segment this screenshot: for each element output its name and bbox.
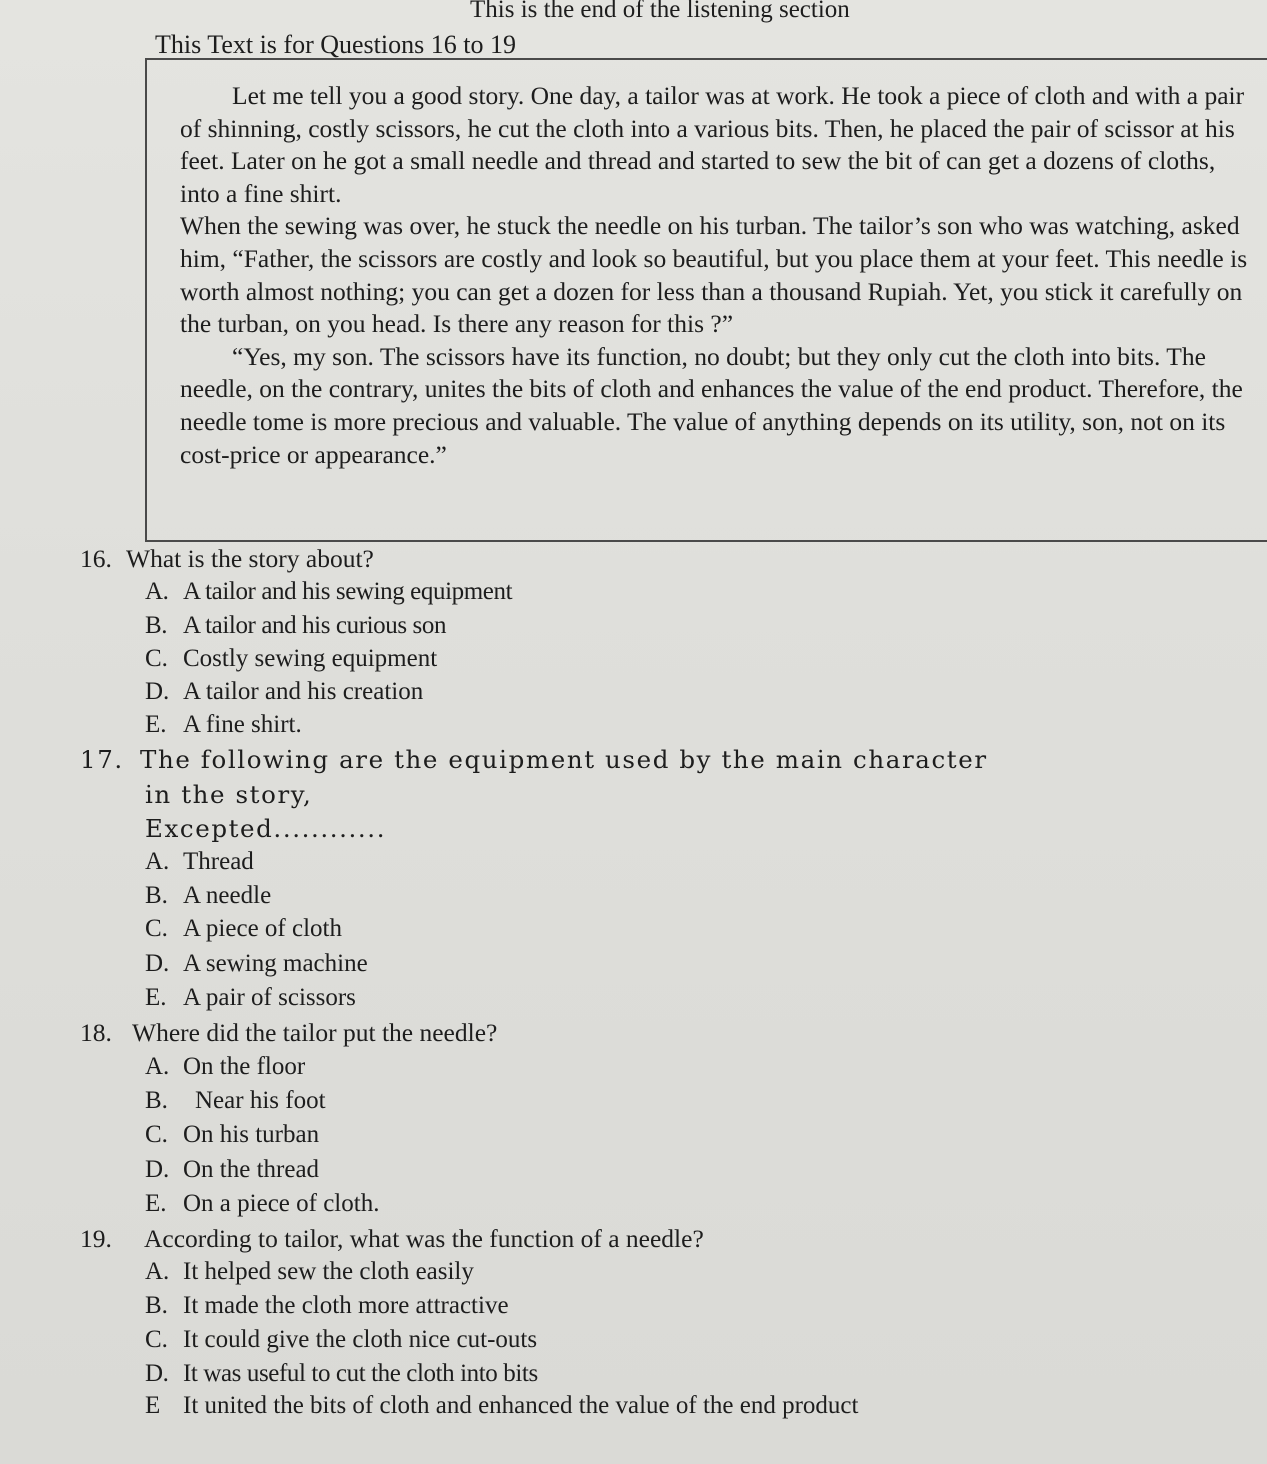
option-letter: B. [145,612,168,639]
question-number: 19. [80,1224,112,1253]
q19-option-c[interactable] [145,1326,537,1354]
q18-option-e[interactable] [145,1190,379,1218]
option-text: On the thread [183,1156,320,1183]
option-text: It made the cloth more attractive [183,1292,509,1319]
q17-option-c[interactable] [145,915,342,943]
option-letter: D. [145,678,170,705]
option-letter: E. [145,711,167,738]
q18-option-c[interactable] [145,1121,319,1149]
passage-heading: This Text is for Questions 16 to 19 [155,30,516,59]
q16-option-a[interactable] [145,578,512,606]
question-16 [80,544,374,574]
q16-option-c[interactable] [145,645,437,673]
option-letter: E. [145,1190,167,1217]
option-letter: E [145,1392,161,1419]
option-text: A needle [183,882,272,909]
question-text: Where did the tailor put the needle? [132,1018,498,1047]
option-letter: A. [145,848,170,875]
passage-paragraph: Let me tell you a good story. One day, a tailor was at work. He took a piece of cloth and with a pair of shinning, costly scissors, he cut the cloth into a various bits. Then, he placed the pair of scissor at his feet. Later on he got a small needle and thread and started to sew the bit of can get a dozens of cloths, into a fine shirt. [180,81,1245,208]
q16-option-b[interactable] [145,612,446,640]
option-text: It united the bits of cloth and enhanced the value of the end product [183,1392,859,1419]
option-text: Thread [183,848,254,875]
option-text: A pair of scissors [183,984,356,1011]
option-letter: D. [145,1360,169,1387]
option-text: It was useful to cut the cloth into bits [183,1360,538,1387]
question-17 [80,745,988,774]
option-text: Near his foot [195,1087,326,1114]
q19-option-b[interactable] [145,1292,509,1320]
option-letter: A. [145,1258,170,1285]
option-text: A piece of cloth [183,915,342,942]
option-letter: B. [145,882,168,909]
option-letter: C. [145,1121,168,1148]
option-text: On his turban [183,1121,320,1148]
question-text: The following are the equipment used by the main character [140,745,988,774]
q17-option-a[interactable] [145,848,254,876]
option-letter: E. [145,984,167,1011]
passage-paragraph: “Yes, my son. The scissors have its function, no doubt; but they only cut the cloth into bits. The needle, on the contrary, unites the bits of cloth and enhances the value of the end product. Therefore, the needle tome is more precious and valuable. The value of anything depends on its utility, son, not on its cost-price or appearance.” [180,341,1243,469]
question-19 [80,1224,704,1254]
q16-option-e[interactable] [145,711,302,739]
option-text: A fine shirt. [183,711,302,738]
option-letter: C. [145,915,168,942]
option-text: A tailor and his creation [183,678,424,705]
q18-option-a[interactable] [145,1053,305,1081]
q19-option-a[interactable] [145,1258,474,1286]
q19-option-e[interactable] [145,1392,858,1420]
q17-option-d[interactable] [145,950,368,978]
option-text: Costly sewing equipment [183,645,438,672]
section-end-notice: This is the end of the listening section [470,0,850,23]
option-letter: C. [145,1326,168,1353]
question-text: What is the story about? [126,544,374,573]
q18-option-b[interactable] [145,1087,326,1115]
option-text: On a piece of cloth. [183,1190,380,1217]
q17-option-b[interactable] [145,882,271,910]
option-text: It helped sew the cloth easily [183,1258,474,1285]
option-text: A tailor and his sewing equipment [183,578,513,605]
q17-option-e[interactable] [145,984,356,1012]
option-letter: A. [145,1053,170,1080]
option-text: It could give the cloth nice cut-outs [183,1326,538,1353]
option-letter: C. [145,645,168,672]
option-letter: B. [145,1087,168,1114]
question-17-excepted: Excepted............ [145,814,387,843]
option-letter: D. [145,950,170,977]
option-text: A sewing machine [183,950,368,977]
passage-paragraph: When the sewing was over, he stuck the needle on his turban. The tailor’s son who was watching, asked him, “Father, the scissors are costly and look so beautiful, but you place them at your feet. This needle is worth almost nothing; you can get a dozen for less than a thousand Rupiah. Yet, you stick it carefully on the turban, on you head. Is there any reason for this ?” [180,211,1248,339]
question-17-continued: in the story, [145,780,313,809]
question-text: According to tailor, what was the function of a needle? [144,1224,704,1253]
option-letter: A. [145,578,169,605]
option-text: A tailor and his curious son [183,612,447,639]
question-number: 17. [80,745,124,774]
question-18 [80,1018,497,1048]
q19-option-d[interactable] [145,1360,538,1388]
q18-option-d[interactable] [145,1156,319,1184]
question-number: 18. [80,1018,112,1047]
q16-option-d[interactable] [145,678,423,706]
option-text: On the floor [183,1053,306,1080]
question-number: 16. [80,544,112,573]
reading-passage [180,80,1260,471]
option-letter: D. [145,1156,170,1183]
option-letter: B. [145,1292,168,1319]
